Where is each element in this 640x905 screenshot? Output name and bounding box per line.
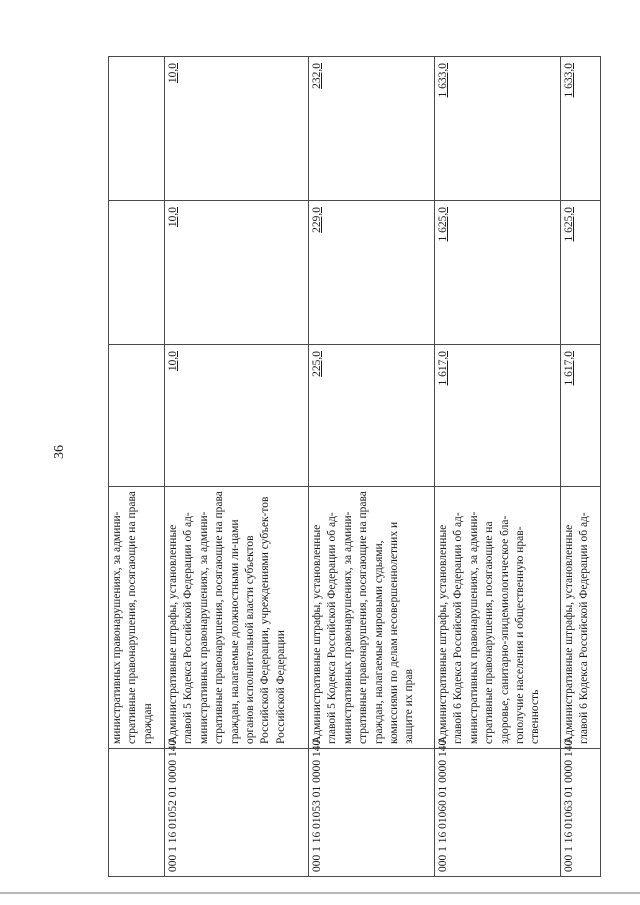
value-cell-3: 232,0: [309, 57, 435, 201]
value-cell-1: 1 617,0: [435, 345, 561, 487]
value-cell-1: 225,0: [309, 345, 435, 487]
revenue-code-cell: 000 1 16 01053 01 0000 140: [309, 749, 435, 877]
value-cell-3: 10,0: [165, 57, 309, 201]
page-bottom-rule: [0, 892, 640, 894]
value-cell-3: [109, 57, 165, 201]
revenue-name-cell: Административные штрафы, установленные главой 6 Кодекса Российской Федерации об ад-: [561, 487, 601, 749]
value-cell-1: 10,0: [165, 345, 309, 487]
value-cell-2: 1 625,0: [435, 201, 561, 345]
value-cell-2: 10,0: [165, 201, 309, 345]
value-cell-1: 1 617,0: [561, 345, 601, 487]
value-cell-3: 1 633,0: [435, 57, 561, 201]
value-cell-3: 1 633,0: [561, 57, 601, 201]
page-number: 36: [52, 445, 67, 459]
table-row: [435, 57, 561, 877]
budget-revenue-table: [108, 56, 601, 877]
rotated-table-container: [108, 57, 608, 877]
revenue-code-cell: 000 1 16 01052 01 0000 140: [165, 749, 309, 877]
table-row: [165, 57, 309, 877]
revenue-name-cell: Административные штрафы, установленные главой 5 Кодекса Российской Федерации об ад-министративных правонарушениях, за админи-стративные правонарушения, посягающие на права граждан, налагаемые должностными ли-цами органов исполнительной власти субъектов Российской Федерации, учреждениями субъек-тов Российской Федерации: [165, 487, 309, 749]
revenue-code-cell: [109, 749, 165, 877]
revenue-code-cell: 000 1 16 01060 01 0000 140: [435, 749, 561, 877]
revenue-name-cell: Административные штрафы, установленные главой 5 Кодекса Российской Федерации об ад-министративных правонарушениях, за админи-стративные правонарушения, посягающие на права граждан, налагаемые мировыми судьями, комиссиями по делам несовершеннолетних и защите их прав: [309, 487, 435, 749]
revenue-code-cell: 000 1 16 01063 01 0000 140: [561, 749, 601, 877]
table-row: [561, 57, 601, 877]
table-row: [109, 57, 165, 877]
value-cell-2: 1 625,0: [561, 201, 601, 345]
value-cell-2: [109, 201, 165, 345]
table-row: [309, 57, 435, 877]
revenue-name-cell: министративных правонарушениях, за админи-стративные правонарушения, посягающие на права граждан: [109, 487, 165, 749]
value-cell-2: 229,0: [309, 201, 435, 345]
revenue-name-cell: Административные штрафы, установленные главой 6 Кодекса Российской Федерации об ад-министративных правонарушениях, за админи-стративные правонарушения, посягающие на здоровье, санитарно-эпидемиологическое бла-гополучие населения и общественную нрав-ственность: [435, 487, 561, 749]
value-cell-1: [109, 345, 165, 487]
